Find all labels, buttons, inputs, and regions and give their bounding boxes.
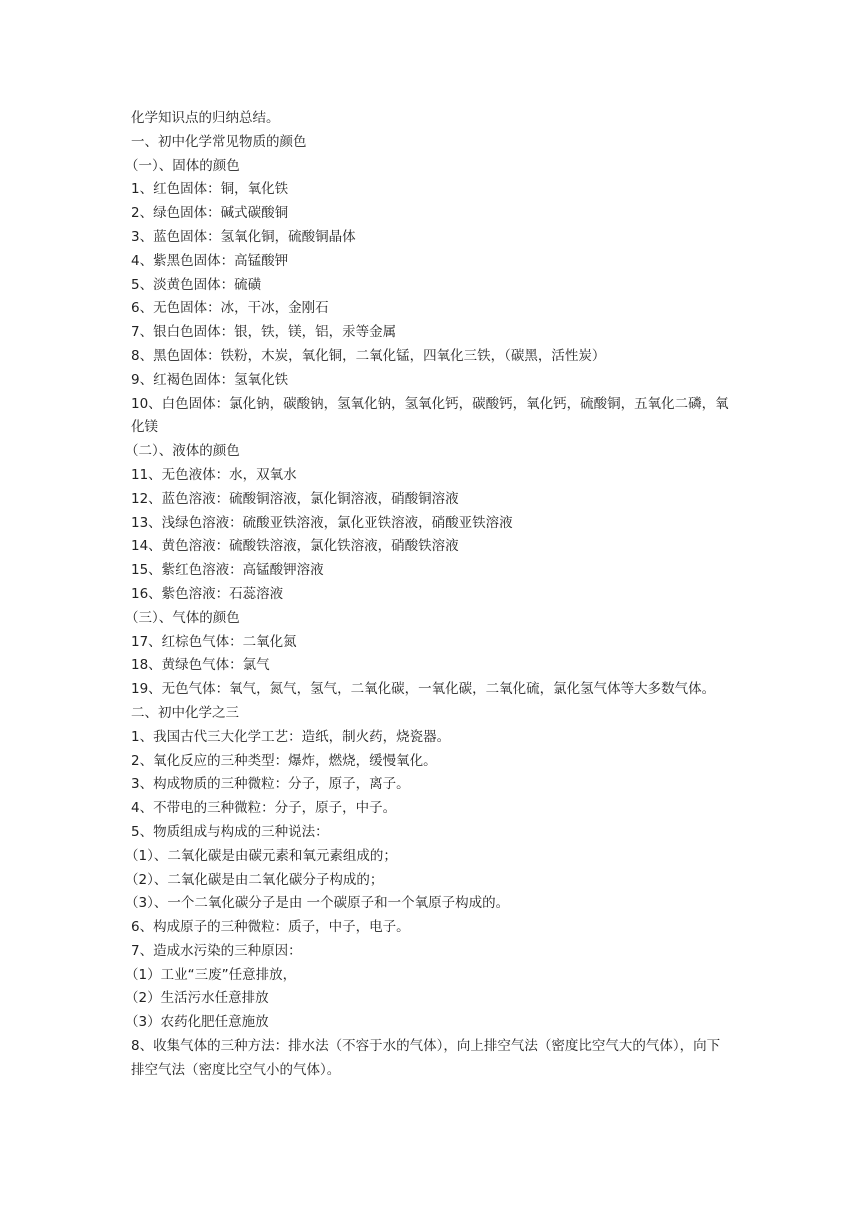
list-item: 9、红褐色固体：氢氧化铁 [131, 371, 289, 388]
list-item: 1、我国古代三大化学工艺：造纸，制火药，烧瓷器。 [131, 728, 451, 745]
sub-list-item: （2）、二氧化碳是由二氧化碳分子构成的； [125, 871, 384, 888]
list-item: 8、收集气体的三种方法：排水法（不容于水的气体），向上排空气法（密度比空气大的气体），向下排空气法（密度比空气小的气体）。 [131, 1038, 721, 1078]
list-item: 6、构成原子的三种微粒：质子，中子，电子。 [131, 919, 410, 936]
list-item: 10、白色固体：氯化钠，碳酸钠，氢氧化钠，氢氧化钙，碳酸钙，氧化钙，硫酸铜，五氧化二磷，氧化镁 [131, 395, 729, 436]
list-item: 2、绿色固体：碱式碳酸铜 [131, 205, 289, 222]
list-item: 12、蓝色溶液：硫酸铜溶液，氯化铜溶液，硝酸铜溶液 [131, 490, 459, 507]
subsection-heading: （一）、固体的颜色 [125, 157, 240, 174]
list-item: 7、银白色固体：银，铁，镁，铝，汞等金属 [131, 324, 397, 341]
list-item: 4、紫黑色固体：高锰酸钾 [131, 252, 289, 269]
list-item: 11、无色液体：水，双氧水 [131, 466, 297, 483]
subsection-heading: （二）、液体的颜色 [125, 443, 240, 460]
list-item: 16、紫色溶液：石蕊溶液 [131, 585, 284, 602]
sub-list-item: （3）、一个二氧化碳分子是由 一个碳原子和一个氧原子构成的。 [125, 895, 510, 912]
list-item: 18、黄绿色气体：氯气 [131, 657, 270, 674]
list-item: 19、无色气体：氧气，氮气，氢气，二氧化碳，一氧化碳，二氧化硫，氯化氢气体等大多数气体。 [131, 681, 716, 698]
list-item: 15、紫红色溶液：高锰酸钾溶液 [131, 562, 324, 579]
list-item: 1、红色固体：铜，氧化铁 [131, 181, 289, 198]
list-item: 5、淡黄色固体：硫磺 [131, 276, 262, 293]
list-item: 3、构成物质的三种微粒：分子，原子，离子。 [131, 776, 410, 793]
section-heading: 二、初中化学之三 [131, 704, 239, 721]
list-item: 5、物质组成与构成的三种说法： [131, 823, 329, 840]
sub-list-item: （2）生活污水任意排放 [125, 990, 269, 1007]
list-item: 6、无色固体：冰，干冰，金刚石 [131, 300, 329, 317]
list-item: 8、黑色固体：铁粉，木炭，氧化铜，二氧化锰，四氧化三铁，（碳黑，活性炭） [131, 347, 606, 364]
sub-list-item: （1）、二氧化碳是由碳元素和氧元素组成的； [125, 847, 397, 864]
list-item: 17、红棕色气体：二氧化氮 [131, 633, 297, 650]
list-item: 7、造成水污染的三种原因： [131, 942, 302, 959]
list-item: 13、浅绿色溶液：硫酸亚铁溶液，氯化亚铁溶液，硝酸亚铁溶液 [131, 514, 513, 531]
list-item: 4、不带电的三种微粒：分子，原子，中子。 [131, 800, 397, 817]
sub-list-item: （3）农药化肥任意施放 [125, 1014, 269, 1031]
list-item: 2、氧化反应的三种类型：爆炸，燃烧，缓慢氧化。 [131, 752, 437, 769]
subsection-heading: （三）、气体的颜色 [125, 609, 240, 626]
list-item: 14、黄色溶液：硫酸铁溶液，氯化铁溶液，硝酸铁溶液 [131, 538, 459, 555]
sub-list-item: （1）工业“三废”任意排放， [125, 966, 297, 983]
section-heading: 一、初中化学常见物质的颜色 [131, 133, 307, 150]
doc-title: 化学知识点的归纳总结。 [131, 110, 280, 126]
document-body [125, 107, 733, 1083]
list-item: 3、蓝色固体：氢氧化铜，硫酸铜晶体 [131, 228, 356, 245]
